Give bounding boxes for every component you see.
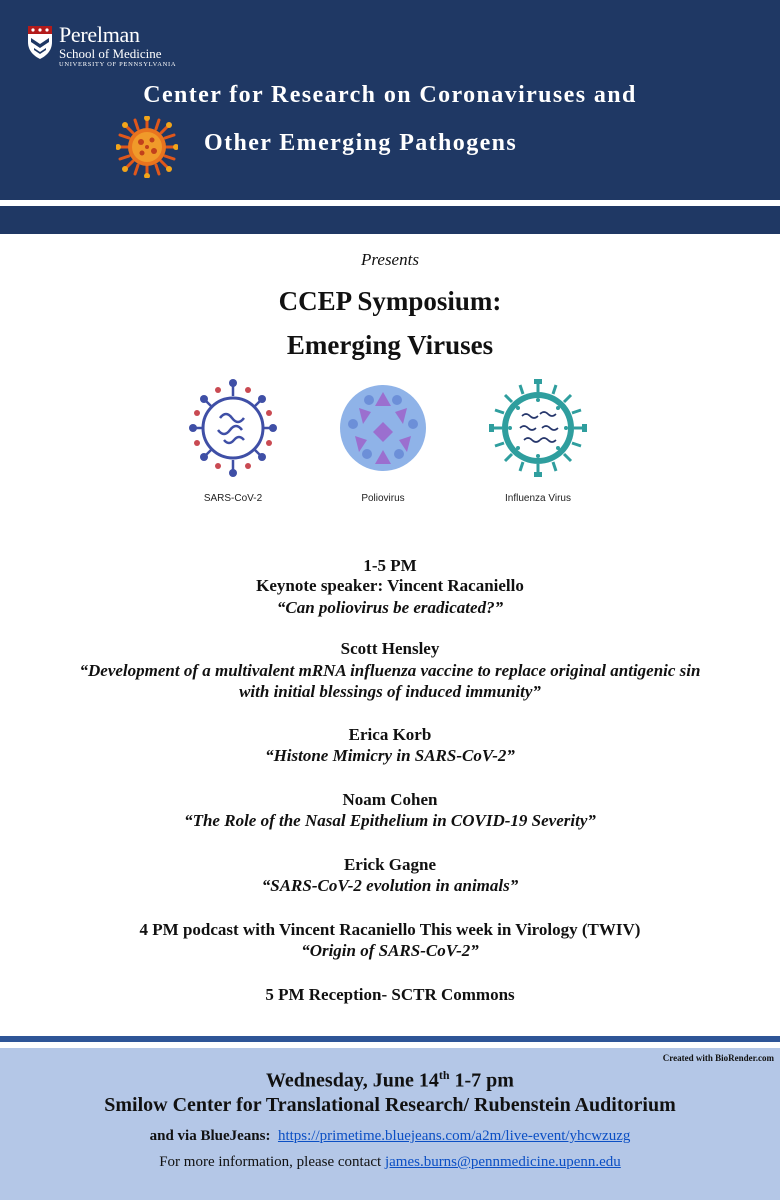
event-date-time: 1-7 pm [449,1069,514,1092]
keynote-talk: “Can poliovirus be eradicated?” [276,598,504,617]
logo-university: UNIVERSITY OF PENNSYLVANIA [59,61,177,68]
contact-email-link[interactable]: james.burns@pennmedicine.upenn.edu [384,1154,621,1170]
logo-name: Perelman [59,22,140,47]
virus-poliovirus [313,378,453,504]
logo-school: School of Medicine [59,46,162,61]
talk-title-cont: with initial blessings of induced immunity” [239,682,541,701]
virus-illustrations [0,378,780,518]
virus-label: Influenza Virus [505,493,571,504]
center-title-line1: Center for Research on Coronaviruses and [143,82,637,108]
podcast-session: 4 PM podcast with Vincent Racaniello This week in Virology (TWIV) [139,920,641,939]
presents-label: Presents [361,250,419,269]
bluejeans-label: and via BlueJeans: [149,1128,271,1144]
virus-influenza [468,378,608,504]
podcast-talk: “Origin of SARS-CoV-2” [301,941,479,960]
perelman-logo[interactable] [26,24,176,69]
event-date [0,1068,780,1093]
event-date-suffix: th [438,1068,450,1082]
bluejeans-link[interactable]: https://primetime.bluejeans.com/a2m/live-event/yhcwzuzg [277,1128,631,1144]
talk-title: “The Role of the Nasal Epithelium in COVID-19 Severity” [184,811,596,830]
reception: 5 PM Reception- SCTR Commons [265,985,515,1004]
speaker-name: Erica Korb [348,725,432,744]
event-venue: Smilow Center for Translational Research/ Rubenstein Auditorium [104,1094,676,1116]
header-banner [0,0,780,200]
bluejeans-line [0,1128,780,1145]
center-title-line2: Other Emerging Pathogens [204,130,518,156]
speaker-name: Erick Gagne [343,855,437,874]
keynote-speaker: Keynote speaker: Vincent Racaniello [256,576,524,595]
virus-sars-cov-2 [163,378,303,504]
virus-label: Poliovirus [361,493,405,504]
footer-panel [0,1048,780,1200]
poliovirus-icon [333,378,433,478]
talk-title: “Histone Mimicry in SARS-CoV-2” [265,746,515,765]
symposium-subtitle: Emerging Viruses [286,330,494,360]
penn-shield-icon [26,24,54,60]
coronavirus-logo-icon [116,116,178,178]
virus-label: SARS-CoV-2 [203,493,263,504]
influenza-virus-icon [488,378,588,478]
symposium-title: CCEP Symposium: [278,286,502,316]
contact-line [0,1154,780,1171]
biorender-credit: Created with BioRender.com [662,1053,774,1063]
contact-label: For more information, please contact [159,1154,382,1170]
speaker-name: Noam Cohen [342,790,438,809]
talk-title: “Development of a multivalent mRNA influenza vaccine to replace original antigenic sin [79,661,701,680]
coronavirus-icon [188,378,278,478]
speaker-name: Scott Hensley [340,639,440,658]
event-date-main: Wednesday, June 14 [266,1069,439,1092]
footer-divider [0,1036,780,1042]
talk-title: “SARS-CoV-2 evolution in animals” [261,876,519,895]
program-time: 1-5 PM [363,556,417,575]
header-stripe [0,206,780,234]
